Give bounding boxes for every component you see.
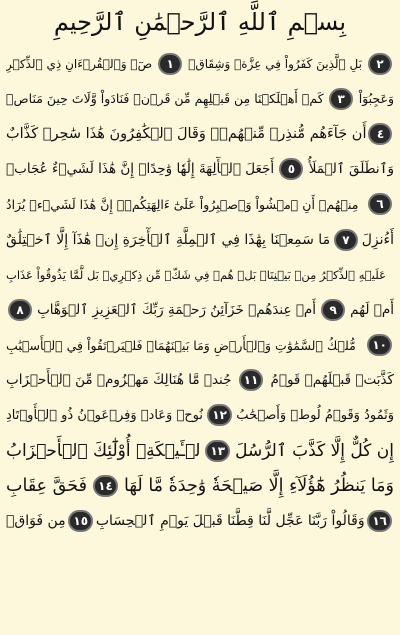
ayah-number-marker: ٧ (334, 229, 358, 251)
ayah-number-marker: ٨ (8, 299, 32, 321)
verse-line (6, 81, 394, 116)
verse-text: مَا سَمِعۡنَا بِهَٰذَا فِي ٱلۡمِلَّةِ ٱلۡأٓخِرَةِ إِنۡ هَٰذَآ إِلَّا ٱخۡتِلَٰقٌ (6, 231, 331, 248)
verse-line (6, 222, 394, 257)
verse-line (6, 328, 394, 363)
verse-line (6, 46, 394, 81)
ayah-number-marker: ٦ (368, 193, 392, 215)
verse-line (6, 187, 394, 222)
verse-text: وَثَمُودُ وَقَوۡمُ لُوطٖ وَأَصۡحَٰبُ (236, 407, 394, 423)
verse-text: فَحَقَّ عِقَابِ (6, 475, 87, 496)
verse-lines (6, 46, 394, 539)
verse-text: أَن جَآءَهُم مُّنذِرٞ مِّنۡهُمۡۖ وَقَالَ ٱلۡكَٰفِرُونَ هَٰذَا سَٰحِرٞ كَذَّابٌ (6, 125, 367, 142)
ayah-number-marker: ١٠ (367, 334, 392, 356)
ayah-number-marker: ٣ (329, 88, 353, 110)
ayah-number-marker: ١٣ (205, 440, 230, 462)
verse-line (6, 398, 394, 433)
verse-line (6, 152, 394, 187)
verse-text: لۡـَٔيۡكَةِۚ أُوْلَٰٓئِكَ ٱلۡأَحۡزَابُ (6, 440, 201, 461)
verse-text: مُّلۡكُ ٱلسَّمَٰوَٰتِ وَٱلۡأَرۡضِ وَمَا بَيۡنَهُمَاۖ فَلۡيَرۡتَقُواْ فِي ٱلۡأَسۡبَٰبِ (6, 337, 356, 353)
ayah-number-marker: ١٦ (367, 510, 392, 532)
verse-text: صٓۚ وَٱلۡقُرۡءَانِ ذِي ٱلذِّكۡرِ (6, 56, 153, 71)
basmala: بِسۡمِ ٱللَّهِ ٱلرَّحۡمَٰنِ ٱلرَّحِيمِ (53, 8, 347, 36)
verse-line (6, 468, 394, 503)
ayah-number-marker: ١٤ (93, 475, 118, 497)
verse-text: وَمَا يَنظُرُ هَٰٓؤُلَآءِ إِلَّا صَيۡحَةٗ وَٰحِدَةٗ مَّا لَهَا (124, 475, 394, 496)
verse-line (6, 257, 394, 292)
ayah-number-marker: ٢ (368, 53, 392, 75)
verse-text: وَقَالُواْ رَبَّنَا عَجِّل لَّنَا قِطَّنَا قَبۡلَ يَوۡمِ ٱلۡحِسَابِ (95, 513, 365, 530)
surah-header (0, 0, 400, 44)
verse-line (6, 363, 394, 398)
ayah-number-marker: ٩ (321, 299, 345, 321)
verse-text: أَمۡ لَهُم (350, 301, 394, 318)
verse-line (6, 503, 394, 538)
verse-text: جُندٞ مَّا هُنَالِكَ مَهۡزُومٞ مِّنَ ٱلۡأَحۡزَابِ (6, 372, 232, 389)
verse-text: عَلَيۡهِ ٱلذِّكۡرُ مِنۢ بَيۡنِنَاۚ بَلۡ هُمۡ فِي شَكّٖ مِّن ذِكۡرِيۚ بَل لَّمَّا يَذُوقُواْ عَذَابِ (6, 267, 386, 282)
verse-text: مِنۡهُمۡ أَنِ ٱمۡشُواْ وَٱصۡبِرُواْ عَلَىٰٓ ءَالِهَتِكُمۡۖ إِنَّ هَٰذَا لَشَيۡءٞ يُرَادُ (6, 196, 359, 212)
verse-line (6, 292, 394, 327)
ayah-number-marker: ١١ (239, 369, 264, 391)
verse-text: وَٱنطَلَقَ ٱلۡمَلَأُ (308, 161, 394, 178)
verse-line (6, 433, 394, 468)
verse-text: بَلِ ٱلَّذِينَ كَفَرُواْ فِي عِزَّةٖ وَشِقَاقٖ (188, 56, 362, 71)
ayah-number-marker: ٤ (368, 123, 392, 145)
verse-text: إِن كُلٌّ إِلَّا كَذَّبَ ٱلرُّسُلَ (235, 441, 394, 462)
ayah-number-marker: ١٢ (207, 404, 232, 426)
verse-text: نُوحٖ وَعَادٞ وَفِرۡعَوۡنُ ذُو ٱلۡأَوۡتَادِ (6, 407, 203, 423)
verse-text: مِن فَوَاقٖ (6, 513, 66, 530)
verse-text: أَمۡ عِندَهُمۡ خَزَآئِنُ رَحۡمَةِ رَبِّكَ ٱلۡعَزِيزِ ٱلۡوَهَّابِ (37, 301, 317, 318)
ayah-number-marker: ٥ (279, 158, 303, 180)
verse-text: أَءُنزِلَ (361, 231, 394, 248)
verse-text: كَذَّبَتۡ قَبۡلَهُمۡ قَوۡمُ (270, 372, 394, 389)
verse-line (6, 116, 394, 151)
verse-text: كَمۡ أَهۡلَكۡنَا مِن قَبۡلِهِم مِّن قَرۡنٖ فَنَادَواْ وَّلَاتَ حِينَ مَنَاصٖ (6, 91, 324, 107)
verse-text: أَجَعَلَ ٱلۡأٓلِهَةَ إِلَٰهٗا وَٰحِدًاۖ إِنَّ هَٰذَا لَشَيۡءٌ عُجَابٞ (6, 161, 275, 178)
ayah-number-marker: ١ (158, 53, 182, 75)
ayah-number-marker: ١٥ (68, 510, 93, 532)
verse-text: وَعَجِبُوٓاْ (358, 91, 394, 107)
